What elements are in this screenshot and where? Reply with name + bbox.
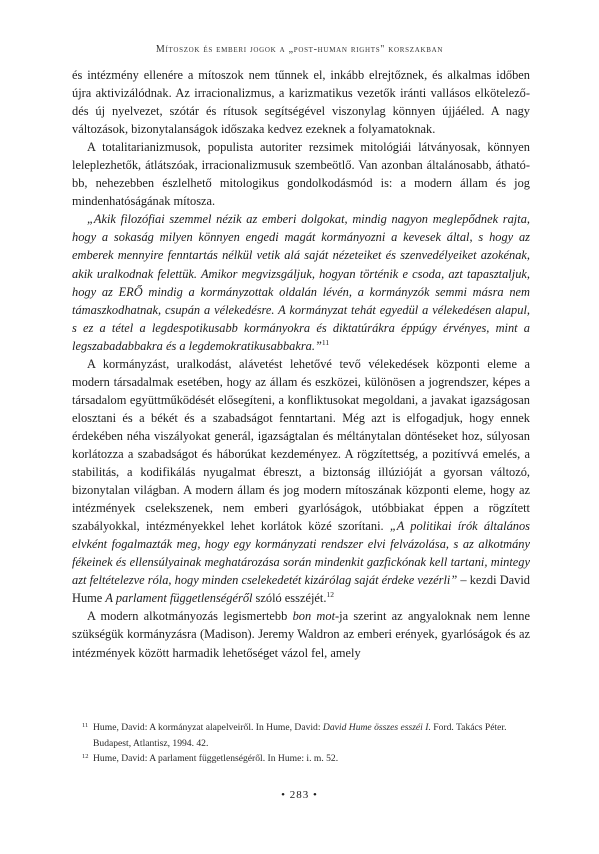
italic-text: David Hume összes esszéi I. — [322, 722, 431, 733]
text-run: A totalitarianizmusok, populista autoriter rezsimek mitológiái látványosak, könnyen leleplezhetők, átlátszóak, irracionalizmusuk szembeötlő. Van azonban általánosabb, áthatóbb, nehezebben észlelhető mitologikus gondolkodásmód is: a modern állam és jog mindenhatóságának mítosza. — [72, 140, 530, 209]
footnote — [72, 751, 530, 767]
body-text — [72, 66, 530, 662]
running-header: Mítoszok és emberi jogok a „post-human rights" korszakban — [155, 44, 444, 55]
paragraph — [72, 355, 530, 608]
footnote-ref: 12 — [326, 590, 334, 600]
text-run: szóló esszéjét. — [252, 591, 327, 606]
text-run: Ford. Takács Péter. Budapest, Atlantisz, 1994. 42. — [93, 722, 507, 749]
footnotes — [72, 720, 530, 767]
italic-text: bon mot — [292, 609, 336, 624]
text-run: -ja szerint az angyaloknak nem lenne szükségük kormányzásra (Madison). Jeremy Waldron az emberi erények, gyarlóságok és az intézmények között harmadik lehetőséget vázol fel, amely — [72, 609, 530, 660]
footnote-text — [93, 753, 338, 764]
paragraph — [72, 607, 530, 661]
italic-text: „A politikai írók általános elvként fogalmazták meg, hogy egy kormányzati rendszer elvi felvázolása, s az alkotmány fékeinek és ellensúlyainak meghatározása során mindenkit gazfickónak kell tartani, mintegy azt feltételezve róla, hogy minden cselekedetét kizárólag saját érdeke vezérli” — [72, 519, 530, 588]
paragraph — [72, 66, 530, 138]
page-number: • 283 • — [281, 789, 318, 801]
text-run: Hume, David: A parlament függetlenségéről. In Hume: i. m. 52. — [93, 753, 339, 764]
text-run: Hume, David: A kormányzat alapelveiről. In Hume, David: — [93, 722, 323, 733]
text-run: A modern alkotmányozás legismertebb — [87, 609, 293, 624]
italic-text: A parlament függetlenségéről — [105, 591, 253, 606]
footnote-ref: 11 — [321, 337, 330, 347]
block-quote — [72, 210, 530, 354]
italic-text: „Akik filozófiai szemmel nézik az emberi dolgokat, mindig nagyon meglepődnek rajta, hogy a sokaság milyen könnyen engedi magát kormányozni a kevesek által, s hogy az emberek mennyire fenntartás nélkül vetik alá saját nézeteiket és szenvedélyeiket azokénak, akik uralkodnak felettük. Amikor megvizsgáljuk, hogyan történik e csoda, azt tapasztaljuk, hogy az ERŐ mindig a kormányzottak oldalán lévén, a kormányzók semmi másra nem támaszkodhatnak, csupán a vélekedésre. A kormányzat tehát egyedül a vélekedésen alapul, s ez a tétel a legdespotikusabb kormányokra és diktatúrákra éppúgy érvényes, mint a legszabadabbakra és a legdemokratikusabbakra.” — [72, 212, 530, 353]
paragraph — [72, 138, 530, 210]
text-run: A kormányzást, uralkodást, alávetést lehetővé tevő vélekedések központi eleme a modern társadalmak esetében, hogy az állam és eszközei, különösen a jogrendszer, képes a társadalom együttműködését elősegíteni, a konfliktusokat megoldani, a javakat igazságosan elosztani és a békét és a szabadságot fenntartani. Még azt is elfogadjuk, hogy ennek érdekében néha viszályokat generál, igazságtalan és méltánytalan döntéseket hoz, súlyosan korlátozza a szabadságot és háborúkat kezdeményez. A rögzítettség, a pozitívvá emelés, a stabilitás, a kodifikálás nyugalmat ébreszt, a biztonság illúzióját a gyorsan változó, bizonytalan világban. A modern állam és jog modern mítoszának központi eleme, hogy az intézmények cselekszenek, nem emberi gyarlóságok, utóbbiakat éppen a rögzített szabályokkal, intézményekkel lehet korlátok közé szorítani. — [72, 356, 530, 534]
footnote-number: 11 — [82, 722, 89, 729]
footnote-text — [93, 722, 506, 749]
footnote — [72, 720, 530, 751]
text-run: és intézmény ellenére a mítoszok nem tűnnek el, inkább elrejtőznek, és alkalmas időben újra aktivizálódnak. Az irracionalizmus, a karizmatikus vezetők iránti vallásos elköteleződés új nyelvezet, szótár és rítusok segítségével viszonylag könnyen újjáéled. A nagy változások, bizonytalanságok időszaka kedvez ezeknek a folyamatoknak. — [72, 68, 530, 137]
footnote-number: 12 — [82, 753, 89, 760]
text-run: – kezdi David Hume — [72, 573, 530, 606]
